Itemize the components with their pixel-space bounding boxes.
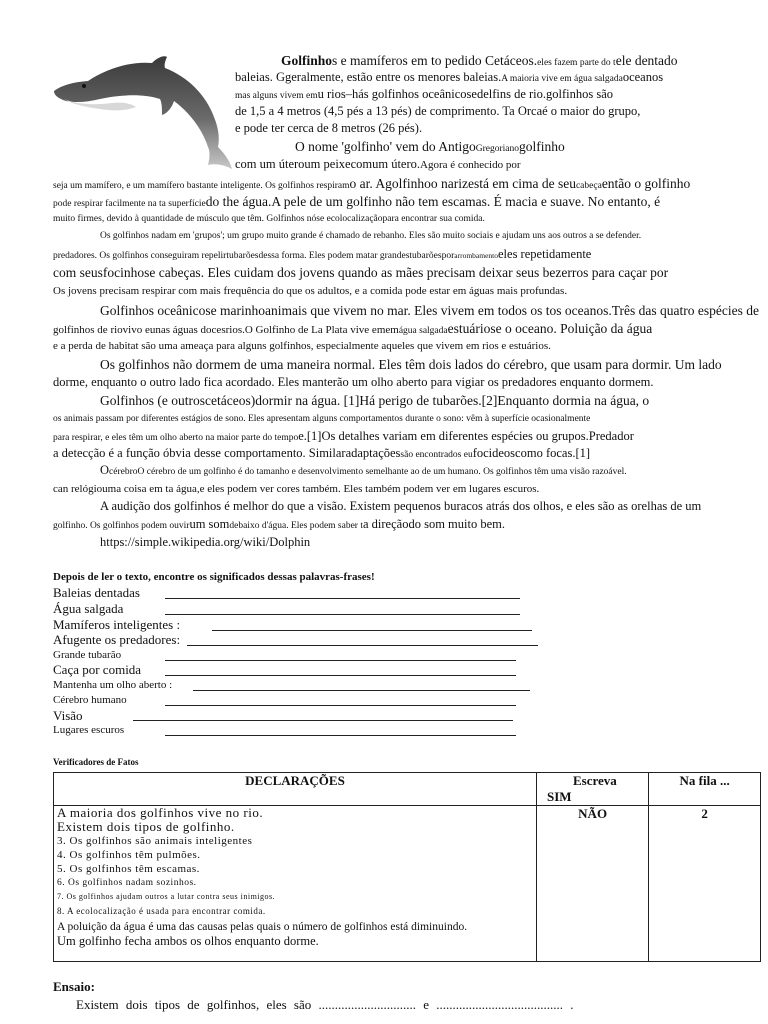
answer-cell-nao[interactable]: NÃO — [536, 806, 648, 962]
article-line: com seusfocinhose cabeças. Eles cuidam dos jovens quando as mães precisam deixar seus bezerros para caçar por — [53, 265, 669, 280]
statement: Um golfinho fecha ambos os olhos enquanto dorme. — [57, 934, 319, 948]
article-line: a detecção é a função óbvia desse comportamento. Similaradaptaçõessão encontrados eufocideoscomo focas.[1] — [53, 446, 591, 460]
statement: A maioria dos golfinhos vive no rio. — [57, 805, 264, 820]
answer-blank[interactable] — [165, 660, 516, 661]
essay-title: Ensaio: — [53, 979, 95, 994]
article-line: golfinho. Os golfinhos podem ouvirum somdebaixo d'água. Eles podem saber ta direçãodo som muito bem. — [53, 517, 505, 531]
exercise-label: Visão — [53, 708, 83, 723]
source-link[interactable]: https://simple.wikipedia.org/wiki/Dolphin — [100, 535, 311, 549]
article-line: baleias. Ggeralmente, estão entre os menores baleias.A maioria vive em água salgadaoceanos — [235, 70, 664, 84]
statement: 5. Os golfinhos têm escamas. — [57, 863, 200, 875]
col-header-escreva: Escreva SIM — [536, 773, 648, 806]
article-line: Golfinhos e mamíferos em to pedido Cetáceos.eles fazem parte do tele dentado — [281, 53, 678, 68]
dolphin-illustration — [48, 55, 233, 173]
article-line: Os jovens precisam respirar com mais frequência do que os adultos, e a comida pode estar em águas mais profundas. — [53, 285, 568, 297]
article-line: e a perda de habitat são uma ameaça para alguns golfinhos, especialmente aqueles que vivem em rios e estuários. — [53, 340, 551, 352]
statement: Existem dois tipos de golfinho. — [57, 819, 235, 834]
statement: A poluição da água é uma das causas pelas quais o número de golfinhos está diminuindo. — [57, 921, 468, 933]
article-line: A audição dos golfinhos é melhor do que a visão. Existem pequenos buracos atrás dos olhos, e eles são as orelhas de um — [100, 499, 702, 513]
exercise-label: Mamíferos inteligentes : — [53, 617, 181, 632]
article-line: e pode ter cerca de 8 metros (26 pés). — [235, 121, 423, 135]
exercise-label: Baleias dentadas — [53, 585, 140, 600]
exercise-label: Grande tubarão — [53, 649, 122, 661]
article-line: muito firmes, devido à quantidade de músculo que têm. Golfinhos nóse ecolocalizaçãopara encontrar sua comida. — [53, 214, 485, 224]
exercise-label: Cérebro humano — [53, 694, 127, 706]
statement: 8. A ecolocalização é usada para encontrar comida. — [57, 906, 266, 916]
answer-blank[interactable] — [212, 630, 532, 631]
article-line: mas alguns vivem emu rios–hás golfinhos oceânicosedelfins de rio.golfinhos são — [235, 87, 614, 101]
article-line: O nome 'golfinho' vem do AntigoGregorianogolfinho — [295, 139, 565, 154]
article-line: os animais passam por diferentes estágios de sono. Eles apresentam alguns comportamentos durante o sono: vêm à superfície ocasionalmente — [53, 414, 591, 424]
exercise-label: Afugente os predadores: — [53, 632, 181, 647]
article-line: Golfinhos (e outroscetáceos)dormir na água. [1]Há perigo de tubarões.[2]Enquanto dormia na água, o — [100, 393, 650, 408]
answer-blank[interactable] — [193, 690, 530, 691]
exercise-label: Caça por comida — [53, 662, 142, 677]
answer-blank[interactable] — [165, 598, 520, 599]
article-line: de 1,5 a 4 metros (4,5 pés a 13 pés) de comprimento. Ta Orcaé o maior do grupo, — [235, 104, 641, 118]
facts-title: Verificadores de Fatos — [53, 757, 139, 767]
exercise-label: Mantenha um olho aberto : — [53, 679, 173, 691]
answer-blank[interactable] — [165, 735, 516, 736]
statement: 3. Os golfinhos são animais inteligentes — [57, 835, 253, 847]
facts-table — [53, 772, 761, 962]
article-line: com um úteroum peixecomum útero.Agora é conhecido por — [235, 157, 521, 171]
col-header-fila: Na fila ... — [649, 773, 761, 806]
article-line: can relógiouma coisa em ta água,e eles podem ver cores também. Eles também podem ver em lugares escuros. — [53, 483, 540, 495]
article-line: Os golfinhos nadam em 'grupos'; um grupo muito grande é chamado de rebanho. Eles são muito sociais e ajudam uns aos outros a se defender. — [100, 231, 642, 241]
exercise-instruction: Depois de ler o texto, encontre os significados dessas palavras-frases! — [53, 571, 375, 583]
answer-blank[interactable] — [187, 645, 538, 646]
statements-cell — [54, 806, 537, 962]
answer-cell-fila[interactable]: 2 — [649, 806, 761, 962]
answer-blank[interactable] — [133, 720, 513, 721]
article-line: dorme, enquanto o outro lado fica acordado. Eles manterão um olho aberto para vigiar os predadores enquanto dormem. — [53, 375, 654, 389]
article-line: seja um mamífero, e um mamífero bastante inteligente. Os golfinhos respiramo ar. Agolfinhoo narizestá em cima de seucabeçaentão o golfinho — [53, 176, 691, 191]
article-line: Golfinhos oceânicose marinhoanimais que vivem no mar. Eles vivem em todos os tos oceanos.Três das quatro espécies de — [100, 303, 759, 318]
article-line: para respirar, e eles têm um olho aberto na maior parte do tempoe.[1]Os detalhes variam em diferentes espécies ou grupos.Predador — [53, 429, 634, 443]
exercise-label: Lugares escuros — [53, 724, 125, 736]
answer-blank[interactable] — [165, 614, 520, 615]
article-line: golfinhos de riovivo eunas águas docesrios.O Golfinho de La Plata vive ememágua salgadaestuáriose o oceano. Poluição da água — [53, 321, 653, 336]
statement: 7. Os golfinhos ajudam outros a lutar contra seus inimigos. — [57, 892, 276, 901]
article-line: pode respirar facilmente na ta superfíciedo the água.A pele de um golfinho não tem escamas. É macia e suave. No entanto, é — [53, 194, 661, 209]
article-line: predadores. Os golfinhos conseguiram repelirtubarõesdessa forma. Eles podem matar grandestubarõesporarrombamentoeles repetidamente — [53, 247, 592, 261]
answer-blank[interactable] — [165, 675, 516, 676]
exercise-label: Água salgada — [53, 601, 124, 616]
col-header-declaracoes: DECLARAÇÕES — [54, 773, 537, 806]
essay-line[interactable]: Existem dois tipos de golfinhos, eles são .............................. e ....................................... . — [76, 997, 574, 1012]
article-line: Os golfinhos não dormem de uma maneira normal. Eles têm dois lados do cérebro, que usam para dormir. Um lado — [100, 357, 722, 372]
article-line: OcérebroO cérebro de um golfinho é do tamanho e desenvolvimento semelhante ao de um humano. Os golfinhos têm uma visão razoável. — [100, 463, 627, 477]
statement: 6. Os golfinhos nadam sozinhos. — [57, 878, 197, 888]
statement: 4. Os golfinhos têm pulmões. — [57, 849, 201, 861]
answer-blank[interactable] — [165, 705, 516, 706]
